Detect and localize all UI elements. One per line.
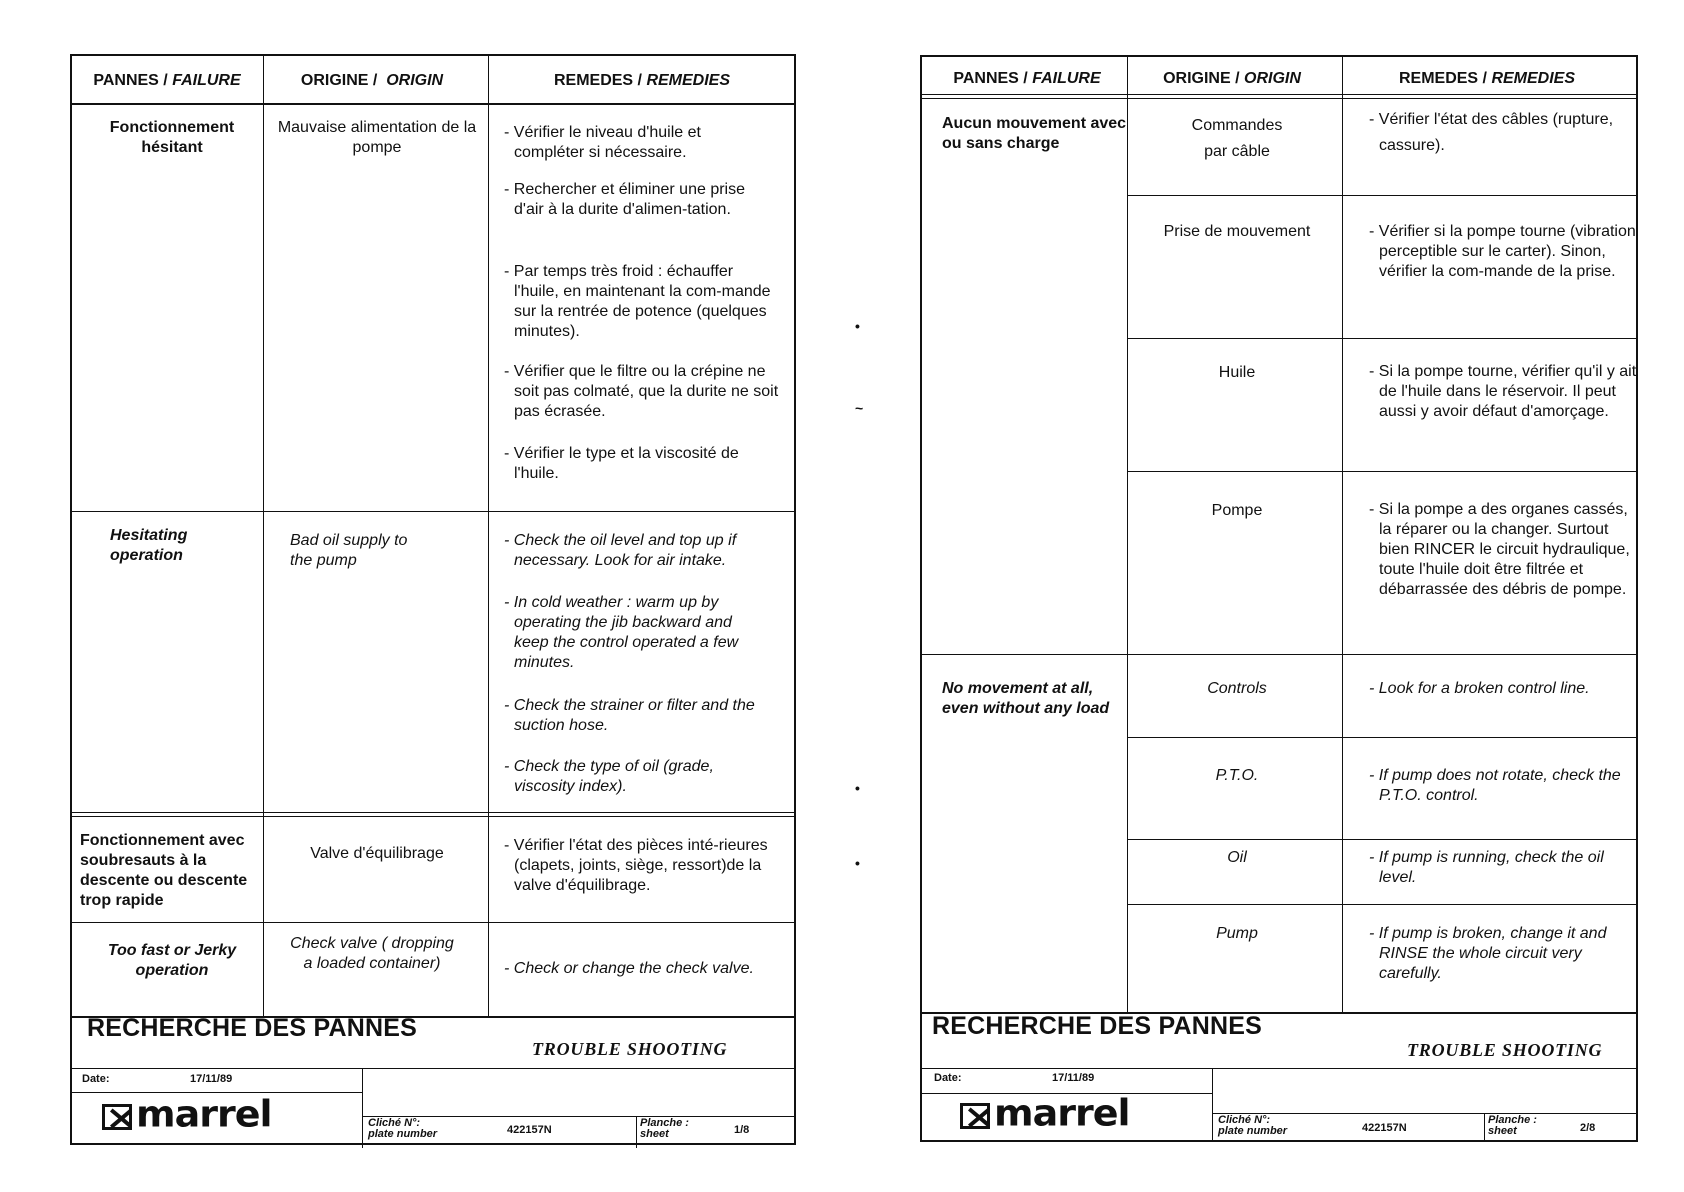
sheet-value: 1/8 bbox=[734, 1124, 750, 1136]
remedy-en: - Check or change the check valve. bbox=[504, 960, 754, 977]
plate-label: plate number bbox=[1218, 1125, 1288, 1137]
scan-mark: • bbox=[855, 855, 860, 871]
remedy-en: - Check the strainer or filter and the suction hose. bbox=[504, 697, 755, 734]
logo-mark-icon bbox=[960, 1103, 990, 1129]
brand-name: marrel bbox=[136, 1093, 272, 1135]
origin-en: Controls bbox=[1207, 680, 1267, 697]
header-divider bbox=[922, 94, 1636, 99]
remedy-en: - Look for a broken control line. bbox=[1369, 680, 1590, 697]
sheet-label: sheet bbox=[1488, 1125, 1517, 1137]
column-divider bbox=[263, 56, 264, 1018]
footer-subtitle: TROUBLE SHOOTING bbox=[1407, 1040, 1603, 1060]
row-divider bbox=[1127, 338, 1636, 339]
column-divider bbox=[488, 56, 489, 1018]
cliche-label: Cliché N°: bbox=[368, 1117, 421, 1129]
footer-line bbox=[922, 1068, 1636, 1069]
header-divider bbox=[72, 103, 794, 105]
plate-value: 422157N bbox=[507, 1124, 552, 1136]
remedy-fr: - Vérifier que le filtre ou la crépine ne soit pas colmaté, que la durite ne soit pas écrasée. bbox=[504, 363, 779, 420]
plate-value: 422157N bbox=[1362, 1122, 1407, 1134]
planche-label: Planche : bbox=[640, 1117, 689, 1129]
remedy-fr: - Vérifier le type et la viscosité de l'huile. bbox=[504, 445, 739, 482]
plate-label: plate number bbox=[368, 1128, 438, 1140]
date-value: 17/11/89 bbox=[190, 1073, 233, 1085]
row-divider bbox=[1127, 737, 1636, 738]
footer-title: RECHERCHE DES PANNES bbox=[87, 1014, 417, 1042]
remedy-fr: - Rechercher et éliminer une prise d'air à la durite d'alimen-tation. bbox=[504, 181, 745, 218]
row-divider bbox=[72, 922, 794, 923]
footer-line bbox=[72, 1068, 794, 1069]
origin-en: Oil bbox=[1227, 849, 1247, 866]
remedy-fr: - Vérifier l'état des pièces inté-rieures (clapets, joints, siège, ressort)de la valve d'équilibrage. bbox=[504, 837, 768, 894]
failure-fr: Aucun mouvement avec ou sans charge bbox=[942, 115, 1127, 152]
remedy-fr: - Si la pompe a des organes cassés, la réparer ou la changer. Surtout bien RINCER le circuit hydraulique, toute l'huile doit être filtrée et débarrassée des débris de pompe. bbox=[1369, 501, 1630, 598]
marrel-logo bbox=[960, 1092, 1130, 1134]
header-origin: ORIGINE / ORIGIN bbox=[1163, 70, 1301, 87]
origin-fr: Commandes par câble bbox=[1191, 117, 1283, 160]
row-divider bbox=[1127, 839, 1636, 840]
marrel-logo bbox=[102, 1093, 272, 1135]
remedy-en: - If pump is broken, change it and RINSE the whole circuit very carefully. bbox=[1369, 925, 1607, 982]
row-divider bbox=[72, 511, 794, 512]
origin-fr: Valve d'équilibrage bbox=[310, 845, 444, 862]
row-divider bbox=[72, 812, 794, 817]
footer-subtitle: TROUBLE SHOOTING bbox=[532, 1039, 728, 1059]
header-failure: PANNES / FAILURE bbox=[953, 70, 1101, 87]
brand-name: marrel bbox=[994, 1092, 1130, 1134]
sheet-label: sheet bbox=[640, 1128, 669, 1140]
date-value: 17/11/89 bbox=[1052, 1072, 1095, 1084]
row-divider bbox=[1127, 471, 1636, 472]
footer-vline bbox=[362, 1068, 363, 1148]
origin-fr: Huile bbox=[1218, 364, 1256, 381]
date-label: Date: bbox=[934, 1072, 962, 1084]
footer-line bbox=[1212, 1113, 1636, 1114]
sheet-value: 2/8 bbox=[1580, 1122, 1596, 1134]
header-remedies: REMEDES / REMEDIES bbox=[553, 72, 731, 89]
origin-fr: Mauvaise alimentation de la pompe bbox=[277, 119, 477, 156]
origin-en: Check valve ( dropping a loaded container) bbox=[290, 935, 454, 972]
row-divider bbox=[1127, 904, 1636, 905]
origin-fr: Pompe bbox=[1211, 502, 1263, 519]
footer-line bbox=[362, 1116, 794, 1117]
remedy-fr: - Vérifier le niveau d'huile et compléter si nécessaire. bbox=[504, 124, 701, 161]
failure-en: No movement at all, even without any load bbox=[942, 680, 1110, 717]
remedy-fr: - Par temps très froid : échauffer l'huile, en maintenant la com-mande sur la rentrée de potence (quelques minutes). bbox=[504, 263, 771, 340]
row-divider bbox=[922, 654, 1636, 655]
remedy-en: - Check the type of oil (grade, viscosity index). bbox=[504, 758, 714, 795]
origin-en: P.T.O. bbox=[1215, 767, 1259, 784]
header-origin: ORIGINE / ORIGIN bbox=[300, 72, 444, 89]
failure-fr: Fonctionnement hésitant bbox=[109, 119, 235, 156]
sheet-1 bbox=[70, 54, 796, 1145]
footer-title: RECHERCHE DES PANNES bbox=[932, 1012, 1262, 1040]
footer-vline bbox=[636, 1116, 637, 1148]
origin-fr: Prise de mouvement bbox=[1163, 223, 1311, 240]
origin-en: Bad oil supply to the pump bbox=[290, 532, 408, 569]
failure-en: Hesitating operation bbox=[110, 527, 188, 564]
scan-mark: ~ bbox=[855, 400, 864, 416]
column-divider bbox=[1342, 57, 1343, 1014]
remedy-fr: - Vérifier l'état des câbles (rupture, cassure). bbox=[1369, 111, 1614, 154]
remedy-en: - If pump is running, check the oil level. bbox=[1369, 849, 1604, 886]
cliche-label: Cliché N°: bbox=[1218, 1114, 1271, 1126]
scan-mark: • bbox=[855, 780, 860, 796]
remedy-en: - Check the oil level and top up if necessary. Look for air intake. bbox=[504, 532, 737, 569]
header-remedies: REMEDES / REMEDIES bbox=[1398, 70, 1576, 87]
scan-mark: • bbox=[855, 318, 860, 334]
planche-label: Planche : bbox=[1488, 1114, 1537, 1126]
row-divider bbox=[1127, 195, 1636, 196]
origin-en: Pump bbox=[1216, 925, 1258, 942]
logo-mark-icon bbox=[102, 1104, 132, 1130]
remedy-en: - In cold weather : warm up by operating the jib backward and keep the control operated a few minutes. bbox=[504, 594, 739, 671]
column-divider bbox=[1127, 57, 1128, 1014]
remedy-fr: - Vérifier si la pompe tourne (vibration perceptible sur le carter). Sinon, vérifier la com-mande de la prise. bbox=[1369, 223, 1636, 280]
date-label: Date: bbox=[82, 1073, 110, 1085]
footer-vline bbox=[1212, 1068, 1213, 1142]
footer-vline bbox=[1484, 1113, 1485, 1142]
header-failure: PANNES / FAILURE bbox=[93, 72, 241, 89]
sheet-2 bbox=[920, 55, 1638, 1142]
failure-fr: Fonctionnement avec soubresauts à la descente ou descente trop rapide bbox=[80, 832, 248, 909]
remedy-en: - If pump does not rotate, check the P.T.O. control. bbox=[1369, 767, 1621, 804]
failure-en: Too fast or Jerky operation bbox=[107, 942, 237, 979]
remedy-fr: - Si la pompe tourne, vérifier qu'il y ait de l'huile dans le réservoir. Il peut aussi y avoir défaut d'amorçage. bbox=[1369, 363, 1637, 420]
